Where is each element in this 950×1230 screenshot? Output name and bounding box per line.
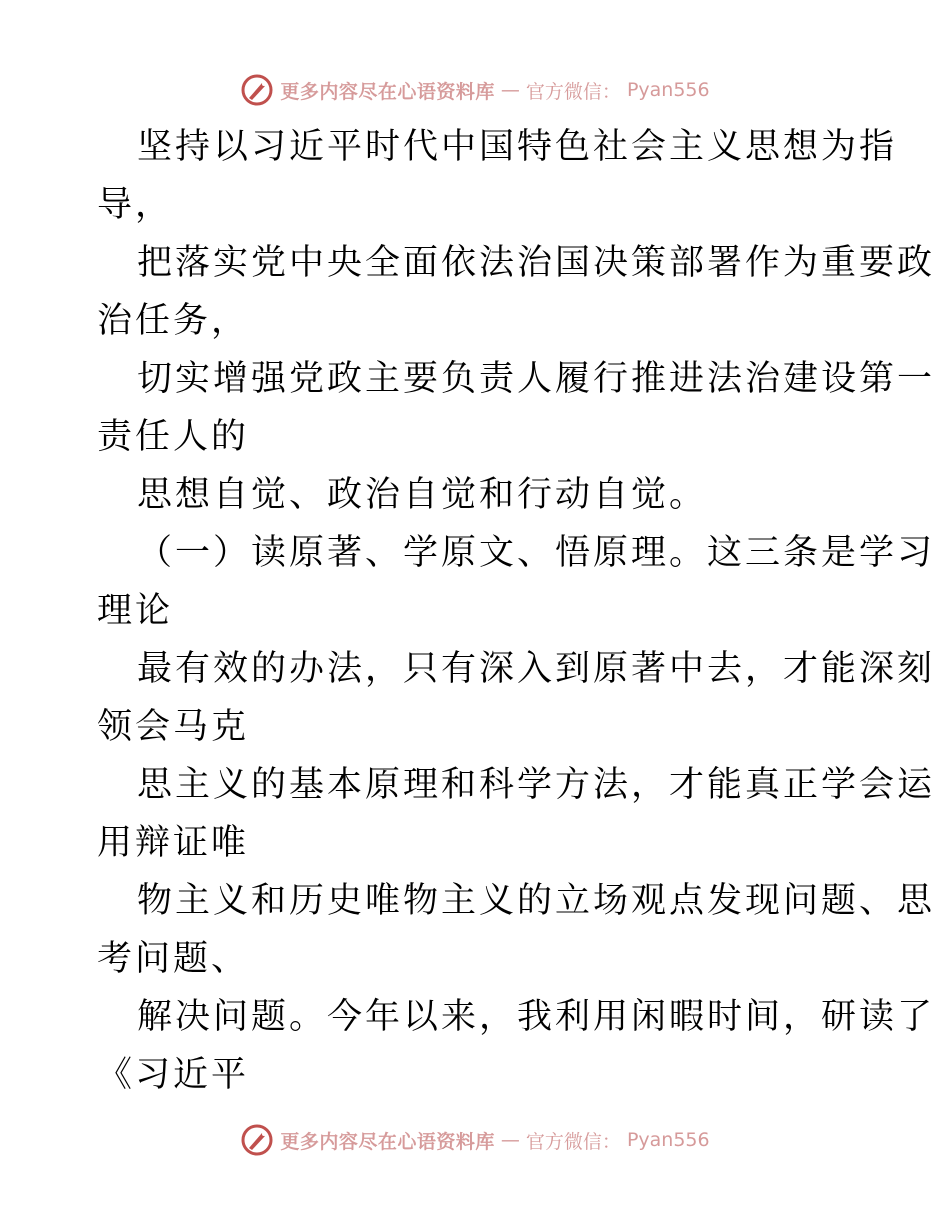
text-line: 领会马克 — [97, 707, 250, 747]
text-line: 思主义的基本原理和科学方法，才能真正学会运 — [137, 765, 936, 805]
text-line: 用辩证唯 — [97, 823, 250, 863]
text-line: 把落实党中央全面依法治国决策部署作为重要政 — [137, 243, 936, 283]
watermark-site-text: 更多内容尽在心语资料库 — [280, 80, 495, 103]
pen-circle-icon — [240, 73, 274, 107]
text-line: 坚持以习近平时代中国特色社会主义思想为指 — [137, 127, 898, 167]
text-line: 最有效的办法，只有深入到原著中去，才能深刻 — [137, 649, 936, 689]
document-body — [97, 118, 936, 1104]
text-line: 《习近平 — [97, 1055, 250, 1095]
text-line: 导， — [97, 185, 174, 225]
watermark-wechat-id: Pyan556 — [626, 1129, 710, 1151]
header-watermark — [0, 70, 950, 110]
text-line: 责任人的 — [97, 417, 250, 457]
text-line: 治任务， — [97, 301, 250, 341]
text-line: 切实增强党政主要负责人履行推进法治建设第一 — [137, 359, 936, 399]
pen-circle-icon — [240, 1123, 274, 1157]
watermark-wechat-label: 官方微信： — [525, 80, 621, 103]
text-line: 考问题、 — [97, 939, 250, 979]
watermark-site-text: 更多内容尽在心语资料库 — [280, 1130, 495, 1153]
watermark-separator: — — [500, 1129, 520, 1151]
footer-watermark — [0, 1120, 950, 1160]
text-line: 物主义和历史唯物主义的立场观点发现问题、思 — [137, 881, 936, 921]
watermark-wechat-id: Pyan556 — [626, 79, 710, 101]
text-line: 思想自觉、政治自觉和行动自觉。 — [137, 475, 708, 515]
watermark-separator: — — [500, 79, 520, 101]
watermark-wechat-label: 官方微信： — [525, 1130, 621, 1153]
text-line: 理论 — [97, 591, 174, 631]
text-line: 解决问题。今年以来，我利用闲暇时间，研读了 — [137, 997, 936, 1037]
text-line: （一）读原著、学原文、悟原理。这三条是学习 — [137, 533, 936, 573]
